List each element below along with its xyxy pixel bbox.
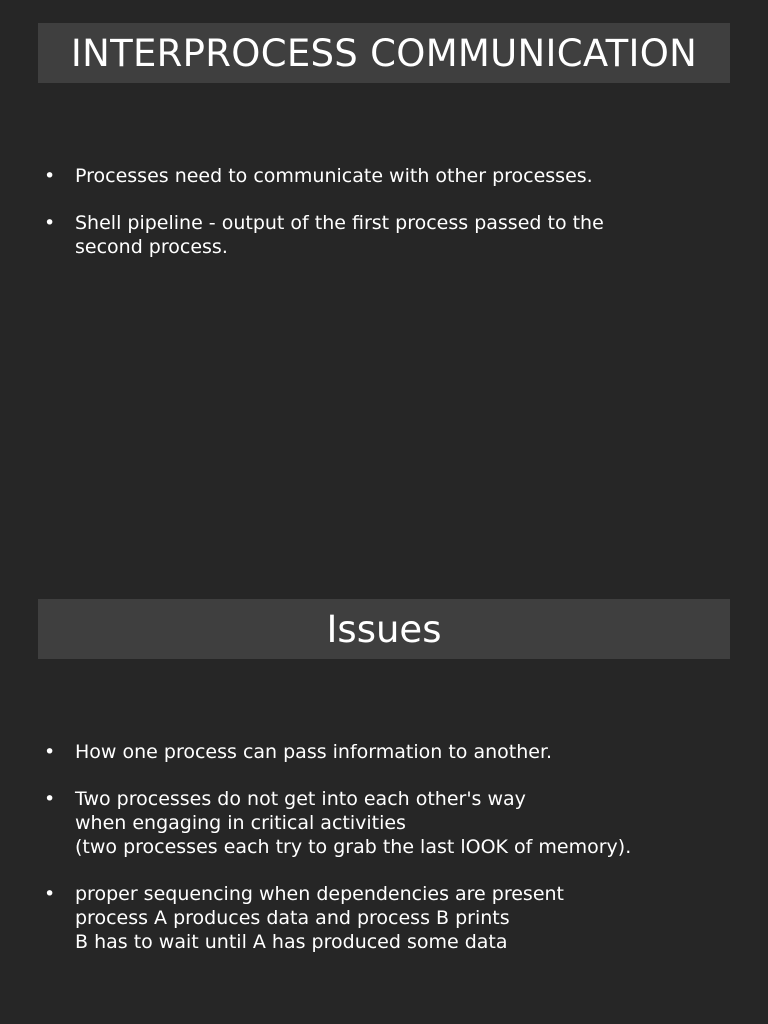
slide-issues [0,576,768,1024]
bullet-item [44,211,724,259]
bullet-item [44,740,724,764]
bullet-text: when engaging in critical activities [75,812,406,834]
bullet-item [44,787,724,859]
bullet-text: How one process can pass information to another. [75,741,553,763]
bullet-icon: • [44,212,56,234]
bullet-text: Shell pipeline - output of the first process passed to the [75,212,604,234]
slide-title: INTERPROCESS COMMUNICATION [38,23,730,83]
bullet-item [44,882,724,954]
bullet-icon: • [44,741,56,763]
bullet-icon: • [44,788,56,810]
bullet-text: Processes need to communicate with other processes. [75,165,593,187]
bullet-text: Two processes do not get into each other's way [75,788,526,810]
bullet-text: process A produces data and process B prints [75,907,510,929]
bullet-list [44,740,724,977]
bullet-text: second process. [75,236,228,258]
bullet-text: (two processes each try to grab the last lOOK of memory). [75,836,632,858]
bullet-list [44,164,724,282]
bullet-text: B has to wait until A has produced some data [75,931,508,953]
slide-title: Issues [38,599,730,659]
bullet-icon: • [44,165,56,187]
bullet-text: proper sequencing when dependencies are present [75,883,564,905]
bullet-icon: • [44,883,56,905]
bullet-item [44,164,724,188]
